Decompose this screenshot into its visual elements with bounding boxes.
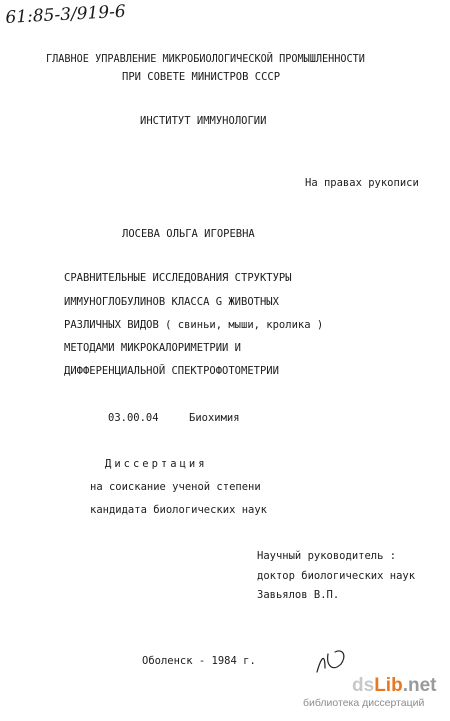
ministry-line-2: ПРИ СОВЕТЕ МИНИСТРОВ СССР xyxy=(122,71,281,83)
title-line: ДИФФЕРЕНЦИАЛЬНОЙ СПЕКТРОФОТОМЕТРИИ xyxy=(64,365,279,377)
title-line: ИММУНОГЛОБУЛИНОВ КЛАССА G ЖИВОТНЫХ xyxy=(64,296,279,308)
dissertation-heading: Диссертация xyxy=(105,458,208,470)
specialty-code: 03.00.04 xyxy=(108,412,159,424)
title-line: РАЗЛИЧНЫХ ВИДОВ ( свиньи, мыши, кролика ) xyxy=(64,319,324,331)
archive-handwritten-mark: 61:85-3/919-6 xyxy=(5,1,127,28)
dslib-watermark-logo xyxy=(352,675,436,697)
manuscript-note: На правах рукописи xyxy=(305,177,419,189)
degree-purpose-line-2: кандидата биологических наук xyxy=(90,504,268,516)
watermark-lib: Lib xyxy=(374,675,403,696)
institute-name: ИНСТИТУТ ИММУНОЛОГИИ xyxy=(140,115,267,127)
supervisor-label: Научный руководитель : xyxy=(257,550,397,562)
watermark-net: .net xyxy=(402,675,437,696)
place-and-year: Оболенск - 1984 г. xyxy=(142,655,256,667)
dslib-watermark-caption: библиотека диссертаций xyxy=(303,697,425,709)
watermark-ds: ds xyxy=(352,675,375,696)
title-line: СРАВНИТЕЛЬНЫЕ ИССЛЕДОВАНИЯ СТРУКТУРЫ xyxy=(64,272,292,284)
supervisor-degree: доктор биологических наук xyxy=(257,570,416,582)
ministry-line-1: ГЛАВНОЕ УПРАВЛЕНИЕ МИКРОБИОЛОГИЧЕСКОЙ ПРОМЫШЛЕННОСТИ xyxy=(46,54,365,65)
supervisor-name: Завьялов В.П. xyxy=(257,589,340,601)
title-line: МЕТОДАМИ МИКРОКАЛОРИМЕТРИИ И xyxy=(64,342,242,354)
degree-purpose-line-1: на соискание ученой степени xyxy=(90,481,261,493)
author-name: ЛОСЕВА ОЛЬГА ИГОРЕВНА xyxy=(122,228,255,240)
handwritten-signature xyxy=(313,646,353,676)
specialty-name: Биохимия xyxy=(189,412,240,424)
